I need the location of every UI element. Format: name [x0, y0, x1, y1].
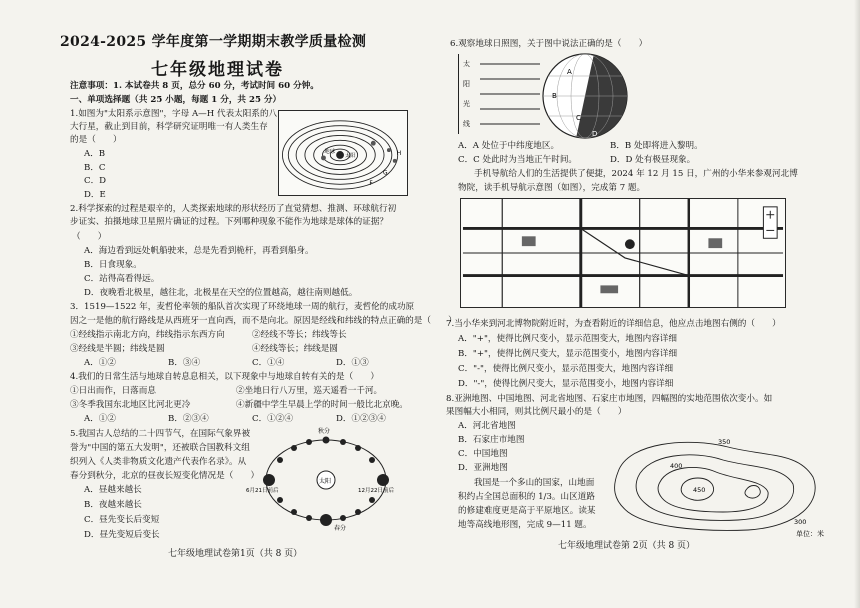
- q1-option-c[interactable]: C．D: [84, 176, 107, 186]
- contour-label-400: 400: [670, 462, 683, 470]
- q8-option-d[interactable]: D．亚洲地图: [458, 463, 508, 473]
- sunlight-label-4: 线: [463, 120, 470, 128]
- q8-line-1: 8.亚洲地图、中国地图、河北省地图、石家庄市地图，四幅图的实地范围依次变小。如: [446, 394, 773, 404]
- q3-item-1: ①经线指示南北方向，纬线指示东西方向: [70, 330, 225, 340]
- q6-line: 6.观察地球日照图，关于图中说法正确的是（ ）: [450, 39, 648, 49]
- q7-option-c[interactable]: C．"-"，使得比例尺变小，显示范围变大，地图内容详细: [458, 364, 674, 374]
- q7-line: 7.当小华来到河北博物院附近时，为查看附近的详细信息，他应点击地图右侧的（ ）: [446, 319, 781, 329]
- fig1-label-g: G: [383, 170, 388, 177]
- page-1-footer: 七年级地理试卷第1页（共 8 页）: [168, 549, 303, 559]
- q8-option-a[interactable]: A．河北省地图: [458, 421, 516, 431]
- map-intro-2: 物院，读手机导航示意图（如图），完成第 7 题。: [458, 183, 646, 193]
- fig1-label-f: F: [369, 181, 373, 188]
- q5-option-b[interactable]: B．夜越来越长: [84, 500, 142, 510]
- fig1-label-h: H: [396, 150, 402, 157]
- q5-line-4: 春分到秋分，北京的昼夜长短变化情况是（ ）: [70, 471, 260, 481]
- contour-intro-4: 地等高线地形图，完成 9—11 题。: [458, 520, 592, 530]
- solar-system-figure: [278, 110, 408, 196]
- page-2-footer: 七年级地理试卷第 2页（共 8 页）: [558, 541, 696, 551]
- q2-line-1: 2.科学探索的过程是艰辛的，人类探索地球的形状经历了直觉猜想、推测、环球航行初: [70, 204, 397, 214]
- page-2: [430, 0, 860, 608]
- fig5-label-bottom: 春分: [334, 525, 347, 532]
- q6-option-b[interactable]: B．B 处即将进入黎明。: [610, 141, 703, 151]
- q3-item-4: ④经线等长；纬线是圆: [252, 344, 338, 354]
- q6-option-d[interactable]: D．D 处有极昼现象。: [610, 155, 696, 165]
- q1-option-b[interactable]: B．C: [84, 163, 106, 173]
- section-heading: 一、单项选择题（共 25 小题，每题 1 分，共 25 分）: [70, 95, 282, 105]
- sun-icon: [336, 151, 344, 159]
- q7-option-a[interactable]: A．"+"，使得比例尺变小，显示范围变大，地图内容详细: [458, 334, 677, 344]
- notice: 注意事项：1. 本试卷共 8 页，总分 60 分，考试时间 60 分钟。: [70, 81, 319, 91]
- fig5-label-right: 12月22日前后: [358, 488, 394, 494]
- q5-option-c[interactable]: C．昼先变长后变短: [84, 515, 160, 525]
- q1-option-d[interactable]: D．E: [84, 190, 106, 200]
- q8-line-2: 果图幅大小相同，则其比例尺最小的是（ ）: [446, 407, 627, 417]
- exam-subtitle: 七年级地理试卷: [151, 60, 284, 80]
- q3-line-1: 3．1519—1522 年，麦哲伦率领的船队首次实现了环绕地球一周的航行，麦哲伦的成功原: [70, 302, 415, 312]
- q2-option-d[interactable]: D．夜晚看北极星，越往北，北极星在天空的位置越高，越往南则越低。: [84, 288, 358, 298]
- q4-item-1: ①日出而作，日落而息: [70, 386, 156, 396]
- spring-equinox-earth-icon: [320, 514, 332, 526]
- map-intro-1: 手机导航给人们的生活提供了便捷，2024 年 12 月 15 日，广州的小华来参观河北博: [474, 169, 798, 179]
- q4-option-a[interactable]: A．①②: [84, 414, 116, 424]
- q1-line-3: 的是（ ）: [70, 135, 122, 145]
- q3-option-c[interactable]: C．①④: [252, 358, 285, 368]
- q5-line-3: 织列入《人类非物质文化遗产代表作名录》。从: [70, 457, 247, 467]
- fig1-label-sun: 太阳: [344, 152, 356, 159]
- contour-label-450: 450: [693, 486, 706, 494]
- fig6-label-c: C: [576, 114, 581, 122]
- contour-label-350: 350: [718, 438, 731, 446]
- q2-option-a[interactable]: A．海边看到远处帆船驶来，总是先看到桅杆，再看到船身。: [84, 246, 314, 256]
- q8-option-b[interactable]: B．石家庄市地图: [458, 435, 525, 445]
- contour-intro-3: 的修建难度更是高于平原地区。读某: [458, 506, 596, 516]
- fig5-label-left: 6月21日前后: [246, 488, 279, 494]
- q7-option-d[interactable]: D．"-"，使得比例尺变大，显示范围变小，地图内容详细: [458, 379, 674, 389]
- fig1-label-earth: 地球: [324, 149, 336, 155]
- q5-option-a[interactable]: A．昼越来越长: [84, 485, 142, 495]
- contour-label-300: 300: [794, 518, 807, 526]
- fig5-label-top: 秋分: [318, 428, 331, 435]
- q2-option-c[interactable]: C．站得高看得远。: [84, 274, 160, 284]
- q3-item-3: ③经线是半圆；纬线是圆: [70, 344, 165, 354]
- fig5-label-center: 太阳: [319, 478, 332, 485]
- q2-line-2: 步证实、拍摄地球卫星照片确证的过程。下列哪种现象不能作为地球是球体的证据？: [70, 217, 388, 227]
- contour-intro-2: 积约占全国总面积的 1/3。山区道路: [458, 492, 595, 502]
- q3-option-b[interactable]: B．③④: [168, 358, 201, 368]
- fig6-label-a: A: [567, 68, 572, 76]
- sunlight-label-3: 光: [463, 100, 470, 108]
- q2-option-b[interactable]: B．日食现象。: [84, 260, 142, 270]
- q8-option-c[interactable]: C．中国地图: [458, 449, 508, 459]
- q4-option-b[interactable]: B．②③④: [168, 414, 209, 424]
- q7-option-b[interactable]: B．"+"，使得比例尺变大，显示范围变小，地图内容详细: [458, 349, 678, 359]
- q5-line-2: 誉为"中国的第五大发明"，还被联合国教科文组: [70, 443, 250, 453]
- location-pin-icon: [625, 239, 635, 249]
- summer-solstice-earth-icon: [263, 474, 275, 486]
- q4-option-c[interactable]: C．①②④: [252, 414, 293, 424]
- q3-line-2: 因之一是他的航行路线是从西班牙一直向西，而不是向北。原因是经线和纬线的特点正确的是（ ）: [70, 316, 457, 326]
- q4-item-3: ③冬季我国东北地区比河北更冷: [70, 400, 191, 410]
- solar-terms-figure: [246, 424, 404, 532]
- scan-edge: [854, 0, 860, 608]
- exam-title: 2024-2025 学年度第一学期期末教学质量检测: [60, 34, 367, 50]
- sunlight-label-1: 太: [463, 60, 470, 68]
- q4-option-d[interactable]: D．①②③④: [336, 414, 386, 424]
- q2-line-3: （ ）: [72, 232, 107, 242]
- q4-line-1: 4.我们的日常生活与地球自转息息相关，以下现象中与地球自转有关的是（ ）: [70, 372, 379, 382]
- fig6-label-d: D: [592, 130, 598, 138]
- winter-solstice-earth-icon: [377, 474, 389, 486]
- q1-option-a[interactable]: A．B: [84, 149, 106, 159]
- q1-line-1: 1.如图为"太阳系示意图"，字母 A—H 代表太阳系的八: [70, 109, 278, 119]
- fig6-label-b: B: [552, 92, 557, 100]
- q4-item-4: ④新疆中学生早晨上学的时间一般比北京晚。: [236, 400, 408, 410]
- navigation-map[interactable]: [460, 198, 786, 308]
- q5-line-1: 5.我国古人总结的二十四节气，在国际气象界被: [70, 429, 251, 439]
- q6-option-c[interactable]: C．C 处此时为当地正午时间。: [458, 155, 578, 165]
- q5-option-d[interactable]: D．昼先变短后变长: [84, 530, 160, 540]
- q3-option-a[interactable]: A．①②: [84, 358, 116, 368]
- sunlight-column: [458, 54, 480, 134]
- q4-item-2: ②坐地日行八万里，巡天遥看一千河。: [236, 386, 383, 396]
- contour-map: [598, 432, 836, 538]
- earth-illumination-figure: [530, 50, 640, 142]
- q6-option-a[interactable]: A．A 处位于中纬度地区。: [458, 141, 560, 151]
- q3-item-2: ②经线不等长；纬线等长: [252, 330, 347, 340]
- contour-unit: 单位：米: [796, 530, 824, 538]
- q1-line-2: 大行星，截止到目前，科学研究证明唯一有人类生存: [70, 122, 268, 132]
- contour-intro-1: 我国是一个多山的国家，山地面: [474, 478, 595, 488]
- q3-option-d[interactable]: D．①③: [336, 358, 369, 368]
- sunlight-label-2: 阳: [463, 80, 470, 88]
